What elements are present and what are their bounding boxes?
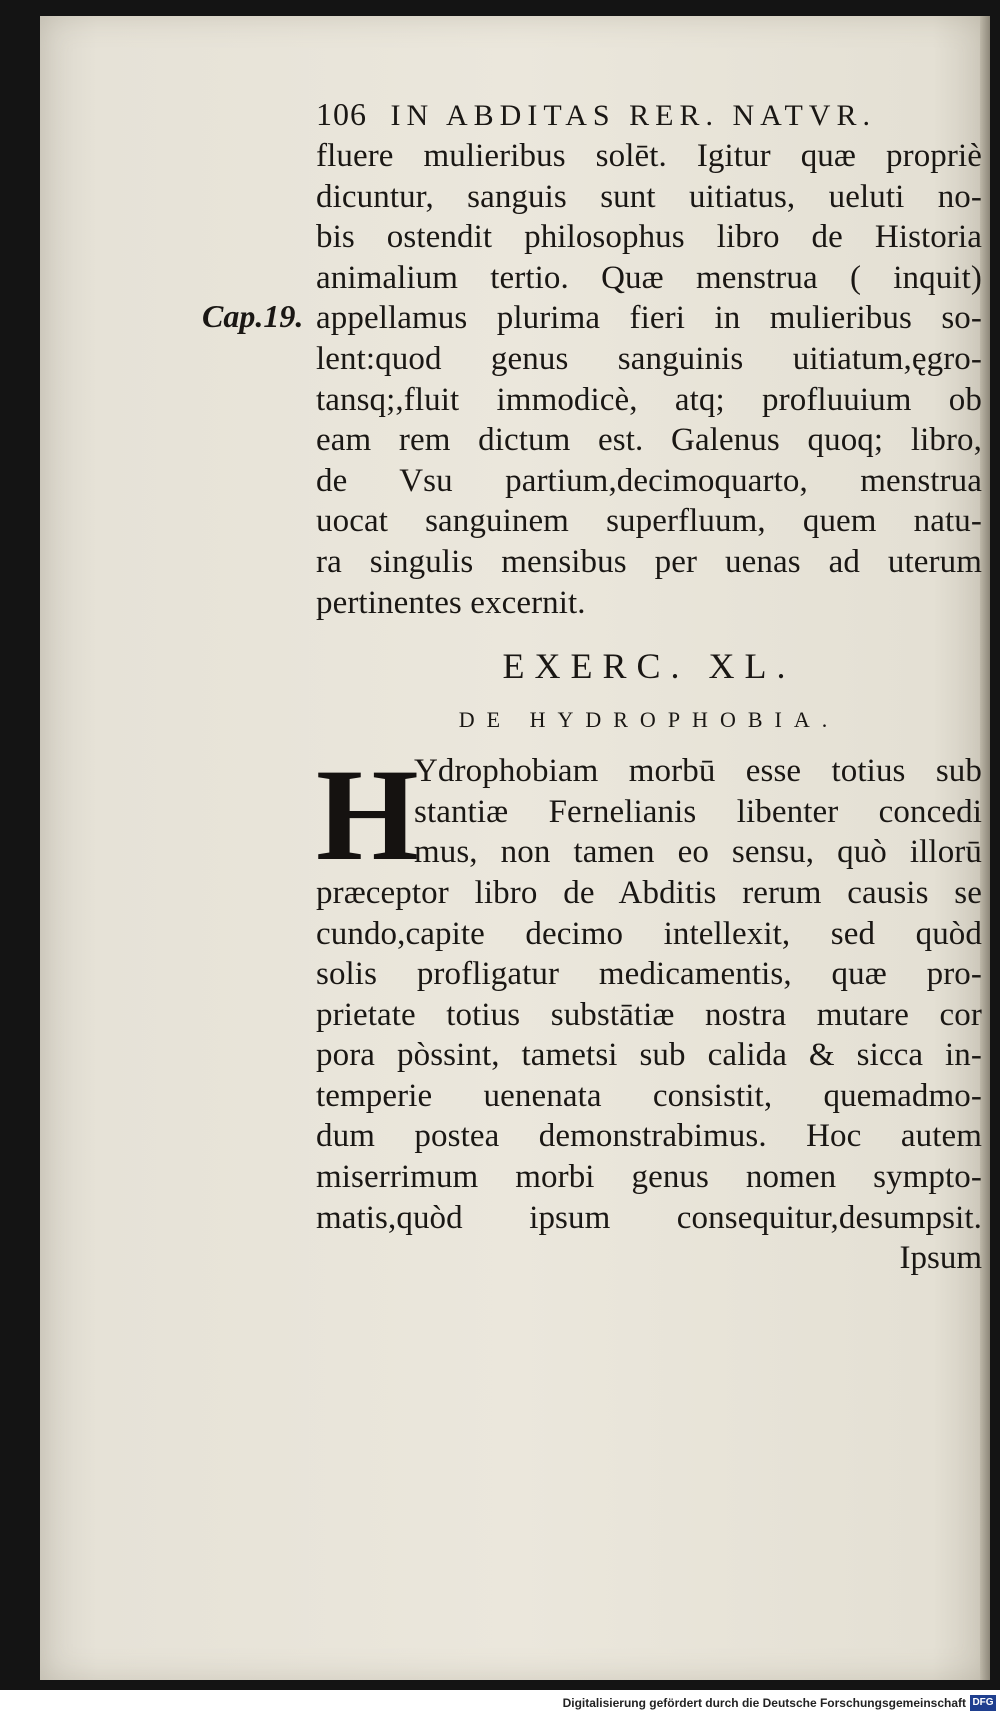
text-line: dicuntur, sanguis sunt uitiatus, ueluti no- (316, 178, 982, 215)
text-line: animalium tertio. Quæ menstrua ( inquit) (316, 259, 982, 296)
section-subtitle: DE HYDROPHOBIA. (458, 707, 840, 733)
text-line: tansq;,fluit immodicè, atq; profluuium ob (316, 381, 982, 418)
paragraph-1 (316, 136, 982, 623)
page-number: 106 (316, 96, 367, 132)
margin-note: Cap.19. (202, 298, 304, 334)
text-line: miserrimum morbi genus nomen sympto- (316, 1159, 982, 1196)
text-line: matis,quòd ipsum consequitur,desumpsit. (316, 1199, 982, 1236)
text-line: pertinentes excernit. (316, 584, 586, 621)
text-line: prietate totius substātiæ nostra mutare cor (316, 996, 982, 1033)
text-line: uocat sanguinem superfluum, quem natu- (316, 503, 982, 540)
catchword: Ipsum (899, 1240, 982, 1277)
text-line: solis profligatur medicamentis, quæ pro- (316, 956, 982, 993)
running-head (316, 92, 982, 136)
text-line: de Vsu partium,decimoquarto, menstrua (316, 462, 982, 499)
text-line: appellamus plurima fieri in mulieribus so- (316, 300, 982, 337)
text-line: præceptor libro de Abditis rerum causis se (316, 874, 982, 911)
funding-credit: Digitalisierung gefördert durch die Deutsche Forschungsgemeinschaft (562, 1696, 966, 1710)
text-line: temperie uenenata consistit, quemadmo- (316, 1077, 982, 1114)
text-line: dum postea demonstrabimus. Hoc autem (316, 1118, 982, 1155)
text-line: bis ostendit philosophus libro de Historia (316, 219, 982, 256)
page-content (316, 92, 982, 1279)
running-title: IN ABDITAS RER. NATVR. (390, 99, 876, 132)
text-line: Ydrophobiam morbū esse totius sub (414, 753, 982, 790)
paragraph-2 (316, 741, 982, 1238)
text-line: ra singulis mensibus per uenas ad uterum (316, 543, 982, 580)
text-line: lent:quod genus sanguinis uitiatum,ęgro- (316, 340, 982, 377)
text-line: pora pòssint, tametsi sub calida & sicca in- (316, 1037, 982, 1074)
text-line: stantiæ Fernelianis libenter concedi (414, 793, 982, 830)
text-line: eam rem dictum est. Galenus quoq; libro, (316, 422, 982, 459)
text-line: cundo,capite decimo intellexit, sed quòd (316, 915, 982, 952)
dfg-logo: DFG (970, 1695, 996, 1711)
drop-capital: H (316, 741, 419, 889)
text-line: mus, non tamen eo sensu, quò illorū (414, 834, 982, 871)
section-heading: EXERC. XL. (502, 646, 796, 687)
text-line: fluere mulieribus solēt. Igitur quæ propriè (316, 138, 982, 174)
